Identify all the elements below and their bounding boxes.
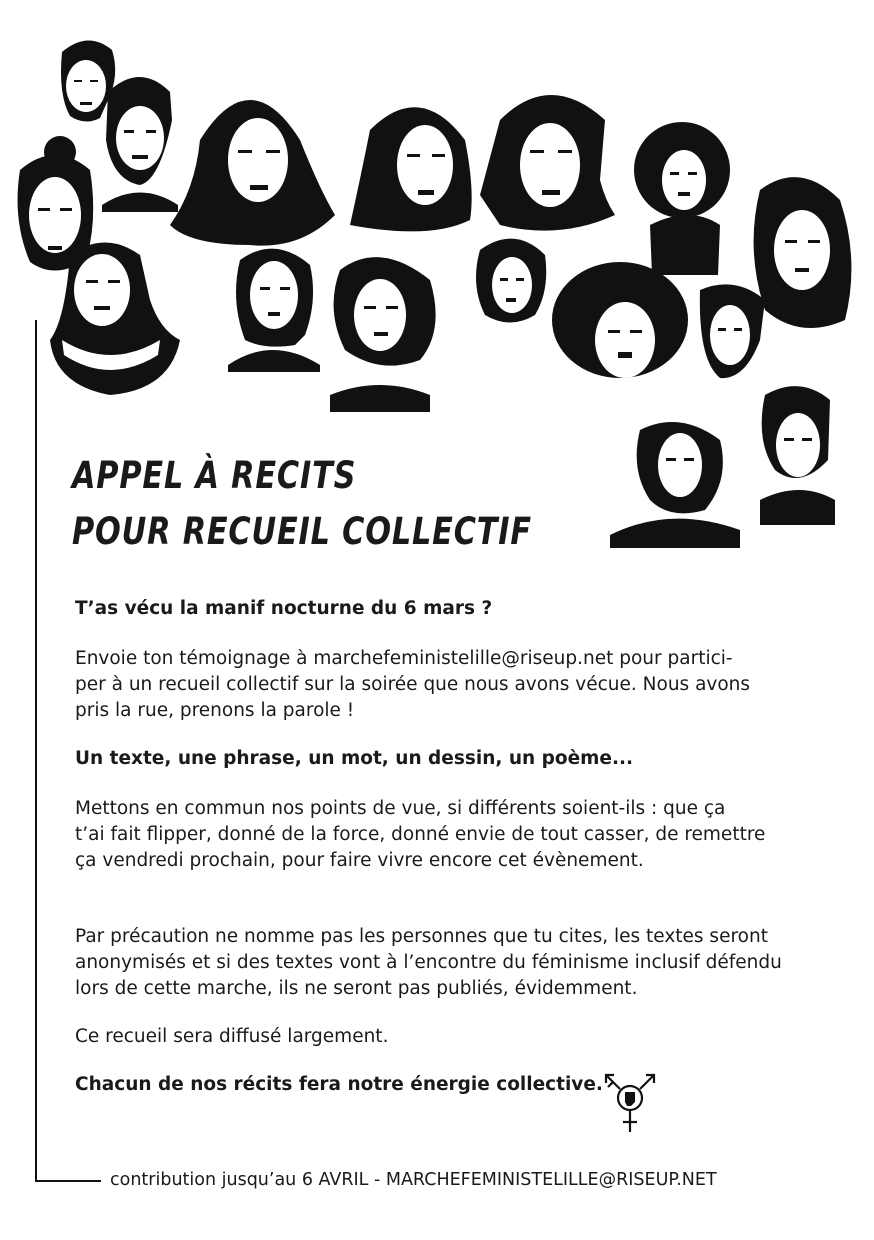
formats-heading: Un texte, une phrase, un mot, un dessin, un poème... [75, 748, 634, 769]
face-portrait [634, 122, 730, 275]
face-portrait [760, 386, 835, 525]
caution-line-2: anonymisés et si des textes vont à l’encontre du féminisme inclusif défendu [75, 952, 782, 973]
caution-line-3: lors de cette marche, ils ne seront pas publiés, évidemment. [75, 978, 638, 999]
face-portrait [480, 95, 615, 231]
title-line-1: APPEL À RECITS [72, 454, 357, 497]
closing-text: Chacun de nos récits fera notre énergie collective. [75, 1074, 603, 1095]
body-content [75, 596, 797, 1098]
face-portrait [50, 243, 180, 396]
share-line-2: t’ai fait flipper, donné de la force, donné envie de tout casser, de remettre [75, 824, 766, 845]
face-portrait [610, 422, 740, 548]
footer-contribution: contribution jusqu’au 6 AVRIL - MARCHEFEMINISTELILLE@RISEUP.NET [110, 1170, 717, 1190]
share-line-1: Mettons en commun nos points de vue, si différents soient-ils : que ça [75, 798, 726, 819]
face-portrait [61, 40, 115, 121]
intro-line-1: Envoie ton témoignage à marchefeministelille@riseup.net pour partici- [75, 648, 733, 669]
face-portrait [228, 249, 320, 372]
face-portrait [102, 77, 178, 212]
share-line-3: ça vendredi prochain, pour faire vivre encore cet évènement. [75, 850, 644, 871]
face-portrait [476, 239, 546, 323]
face-portrait [350, 107, 472, 231]
intro-line-3: pris la rue, prenons la parole ! [75, 700, 355, 721]
frame-bottom-line [35, 1180, 101, 1182]
face-portrait [170, 100, 335, 246]
distribution-text: Ce recueil sera diffusé largement. [75, 1026, 389, 1047]
intro-line-2: per à un recueil collectif sur la soirée que nous avons vécue. Nous avons [75, 674, 751, 695]
face-portrait [552, 262, 688, 378]
face-portrait [700, 284, 765, 378]
face-portrait [754, 177, 852, 328]
caution-line-1: Par précaution ne nomme pas les personnes que tu cites, les textes seront [75, 926, 768, 947]
face-portrait [330, 257, 436, 412]
feminist-fist-gender-symbol-icon [600, 1072, 660, 1136]
question-heading: T’as vécu la manif nocturne du 6 mars ? [75, 598, 493, 619]
title-line-2: POUR RECUEIL COLLECTIF [72, 510, 532, 553]
page-title [72, 448, 532, 560]
